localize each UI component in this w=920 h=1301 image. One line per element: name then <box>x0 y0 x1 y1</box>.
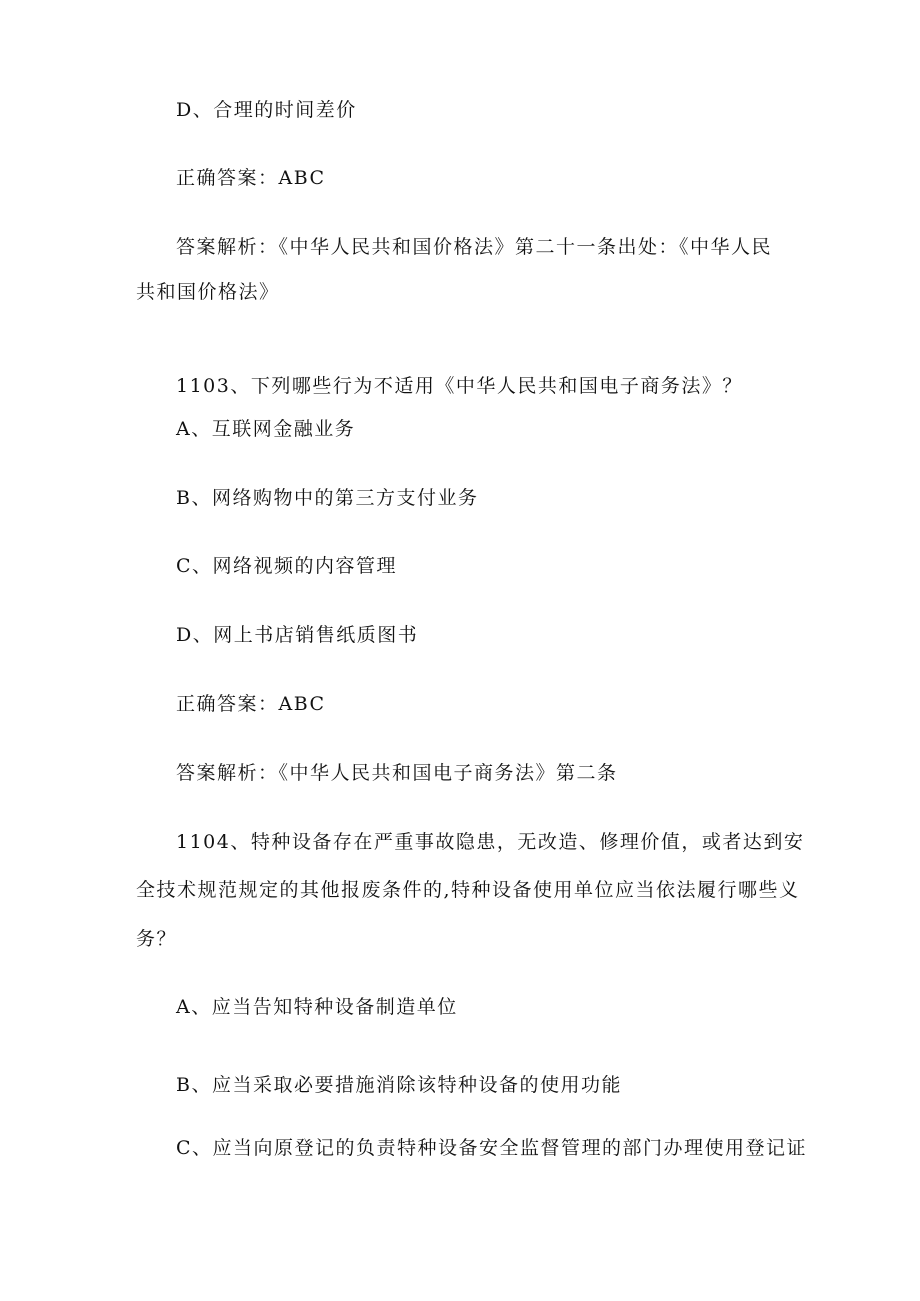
option-a-1104: A、应当告知特种设备制造单位 <box>176 996 458 1018</box>
option-d-1102: D、合理的时间差价 <box>176 99 357 121</box>
question-1103: 1103、下列哪些行为不适用《中华人民共和国电子商务法》？ <box>176 375 743 397</box>
option-b-1103: B、网络购物中的第三方支付业务 <box>176 487 479 509</box>
question-1104-line3: 务？ <box>136 928 178 950</box>
option-c-1104: C、应当向原登记的负责特种设备安全监督管理的部门办理使用登记证 <box>176 1137 808 1159</box>
explanation-1102-line1: 答案解析：《中华人民共和国价格法》第二十一条出处：《中华人民 <box>176 236 773 258</box>
answer-1103: 正确答案：ABC <box>176 693 326 715</box>
question-1104-line2: 全技术规范规定的其他报废条件的,特种设备使用单位应当依法履行哪些义 <box>136 879 800 901</box>
option-b-1104: B、应当采取必要措施消除该特种设备的使用功能 <box>176 1074 622 1096</box>
answer-1102: 正确答案：ABC <box>176 167 326 189</box>
option-c-1103: C、网络视频的内容管理 <box>176 555 398 577</box>
option-d-1103: D、网上书店销售纸质图书 <box>176 624 419 646</box>
option-a-1103: A、互联网金融业务 <box>176 418 356 440</box>
question-1104-line1: 1104、特种设备存在严重事故隐患，无改造、修理价值，或者达到安 <box>176 831 805 853</box>
explanation-1102-line2: 共和国价格法》 <box>136 281 280 303</box>
explanation-1103: 答案解析：《中华人民共和国电子商务法》第二条 <box>176 762 618 784</box>
